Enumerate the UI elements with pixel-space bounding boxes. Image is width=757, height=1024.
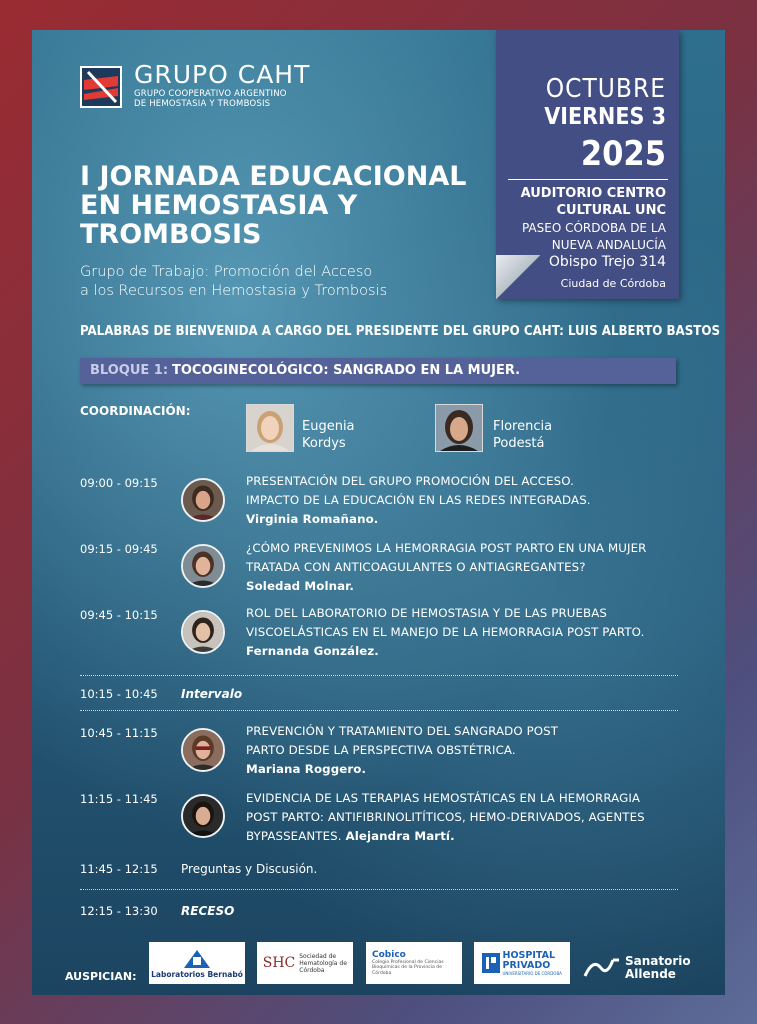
event-subtitle: [80, 263, 410, 301]
divider: [80, 675, 678, 676]
welcome-heading: PALABRAS DE BIENVENIDA A CARGO DEL PRESIDENTE DEL GRUPO CAHT: LUIS ALBERTO BASTOS: [80, 324, 720, 339]
sponsor-logo-allende: [583, 955, 691, 981]
hospital-privado-logo-icon: [482, 953, 500, 973]
session-title-line: TRATADA CON ANTICOAGULANTES O ANTIAGREGANTES?: [246, 560, 586, 574]
divider: [80, 710, 678, 711]
session-time: 11:15 - 11:45: [80, 792, 158, 806]
sponsor-logo-shc: [257, 942, 353, 984]
speaker-photo: [181, 610, 225, 654]
date-day: VIERNES 3: [544, 104, 666, 130]
bernabo-logo-icon: [180, 948, 214, 970]
session-title-line: IMPACTO DE LA EDUCACIÓN EN LAS REDES INTEGRADAS.: [246, 493, 591, 507]
venue-address: Obispo Trejo 314: [548, 254, 666, 270]
date-year: 2025: [580, 134, 666, 174]
speaker-name: Alejandra Martí.: [345, 829, 455, 843]
session-title-line: PRESENTACIÓN DEL GRUPO PROMOCIÓN DEL ACCESO.: [246, 474, 574, 488]
session-details: [246, 472, 686, 529]
block-title: TOCOGINECOLÓGICO: SANGRADO EN LA MUJER.: [172, 363, 521, 378]
session-title-line: VISCOELÁSTICAS EN EL MANEJO DE LA HEMORRAGIA POST PARTO.: [246, 625, 645, 639]
session-title-line: ¿CÓMO PREVENIMOS LA HEMORRAGIA POST PARTO EN UNA MUJER: [246, 541, 647, 555]
speaker-photo: [181, 794, 225, 838]
session-title-line: ROL DEL LABORATORIO DE HEMOSTASIA Y DE LAS PRUEBAS: [246, 606, 607, 620]
sponsor-name: Sanatorio: [625, 954, 691, 968]
coordinator-photo: [246, 404, 294, 452]
sponsor-name: Allende: [625, 967, 676, 981]
speaker-name: Soledad Molnar.: [246, 579, 354, 593]
brand-subtitle-line: GRUPO COOPERATIVO ARGENTINO: [134, 89, 287, 99]
session-time: 09:15 - 09:45: [80, 542, 158, 556]
speaker-photo: [181, 478, 225, 522]
sponsors-label: AUSPICIAN:: [65, 970, 137, 983]
speaker-name: Mariana Roggero.: [246, 762, 367, 776]
event-title: [80, 162, 490, 249]
sponsor-name: Cobico: [372, 949, 406, 960]
divider: [508, 179, 668, 180]
caht-logo-icon: [80, 66, 122, 108]
venue-line: PASEO CÓRDOBA DE LA: [521, 221, 666, 235]
sponsor-subtitle: UNIVERSITARIO DE CÓRDOBA: [502, 970, 562, 976]
coordinator-first-name: Eugenia: [302, 419, 355, 434]
session-details: [246, 539, 686, 596]
qa-label: Preguntas y Discusión.: [181, 862, 318, 876]
venue-city: Ciudad de Córdoba: [560, 277, 666, 290]
coordination-label: COORDINACIÓN:: [80, 404, 191, 418]
page-curl-decoration: [496, 255, 540, 299]
title-line: I JORNADA EDUCACIONAL: [80, 161, 467, 192]
title-line: TROMBOSIS: [80, 219, 262, 250]
speaker-photo: [181, 728, 225, 772]
session-time: 11:45 - 12:15: [80, 862, 158, 876]
subtitle-line: a los Recursos en Hemostasia y Trombosis: [80, 283, 388, 299]
session-time: 09:00 - 09:15: [80, 476, 158, 490]
session-title-line: PREVENCIÓN Y TRATAMIENTO DEL SANGRADO POST: [246, 724, 559, 738]
block-label: BLOQUE 1:: [90, 363, 169, 378]
date-month: OCTUBRE: [545, 74, 666, 104]
divider: [80, 889, 678, 890]
session-details: [246, 789, 686, 846]
speaker-photo: [181, 544, 225, 588]
session-details: [246, 722, 686, 779]
shc-logo-icon: SHC: [262, 955, 296, 971]
recess-label: RECESO: [181, 904, 235, 918]
sponsor-logo-hospital-privado: [474, 942, 570, 984]
break-label: Intervalo: [181, 687, 243, 701]
coordinator-first-name: Florencia: [493, 419, 553, 434]
venue-line: AUDITORIO CENTRO: [520, 186, 666, 201]
brand-name: GRUPO CAHT: [134, 60, 311, 89]
sponsor-logo-bernabo: [149, 942, 245, 984]
venue-line: CULTURAL UNC: [556, 203, 666, 218]
session-details: [246, 604, 686, 661]
date-venue-box: [496, 30, 679, 299]
sponsor-name: Sociedad de Hematología de Córdoba: [299, 952, 347, 974]
sponsor-logo-cobico: [366, 942, 462, 984]
speaker-name: Virginia Romañano.: [246, 512, 379, 526]
block-banner: [80, 358, 676, 384]
coordinator-photo: [435, 404, 483, 452]
sponsor-subtitle: Colegio Profesional de Ciencias Bioquímicas de la Provincia de Córdoba: [372, 959, 444, 976]
session-time: 12:15 - 13:30: [80, 904, 158, 918]
allende-logo-icon: [583, 956, 621, 980]
brand-subtitle: [134, 89, 287, 109]
session-title-line: EVIDENCIA DE LAS TERAPIAS HEMOSTÁTICAS EN LA HEMORRAGIA: [246, 791, 641, 805]
subtitle-line: Grupo de Trabajo: Promoción del Acceso: [80, 264, 373, 280]
sponsor-name: HOSPITAL PRIVADO: [502, 949, 556, 971]
sponsor-name: Laboratorios Bernabó: [151, 969, 243, 979]
speaker-name: Fernanda González.: [246, 644, 379, 658]
coordinator-last-name: Podestá: [493, 436, 545, 451]
session-title-line: PARTO DESDE LA PERSPECTIVA OBSTÉTRICA.: [246, 743, 516, 757]
venue-line: NUEVA ANDALUCÍA: [551, 238, 666, 252]
brand-subtitle-line: DE HEMOSTASIA Y TROMBOSIS: [134, 99, 271, 109]
coordinator-last-name: Kordys: [302, 436, 346, 451]
session-time: 10:15 - 10:45: [80, 687, 158, 701]
title-line: EN HEMOSTASIA Y: [80, 190, 358, 221]
session-title-line: POST PARTO: ANTIFIBRINOLITÍTICOS, HEMO-DERIVADOS, AGENTES: [246, 810, 645, 824]
session-title-line: BYPASSEANTES.: [246, 829, 342, 843]
coordinator-name: [302, 418, 355, 452]
session-time: 10:45 - 11:15: [80, 726, 158, 740]
coordinator-name: [493, 418, 552, 452]
session-time: 09:45 - 10:15: [80, 608, 158, 622]
event-poster: [32, 30, 725, 995]
